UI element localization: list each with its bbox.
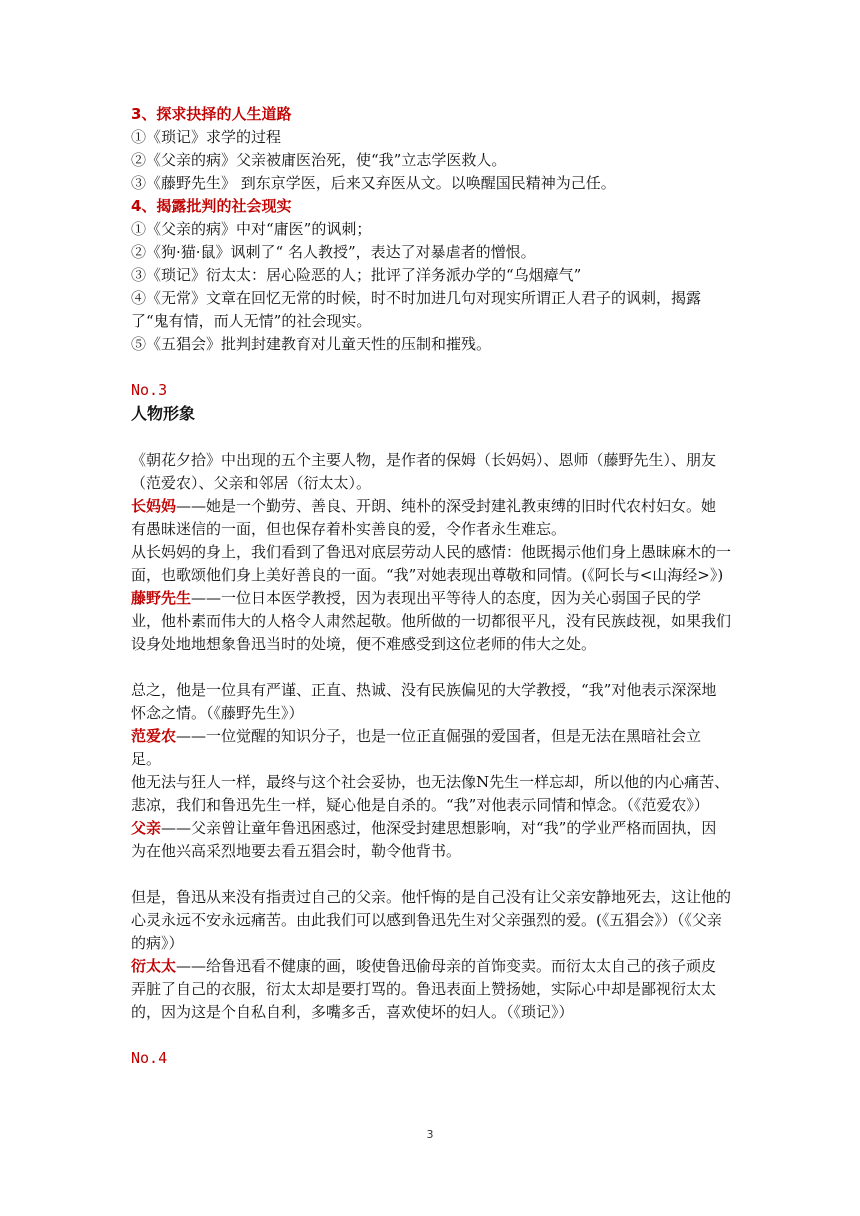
spacer — [131, 356, 731, 379]
character-fanainong — [131, 725, 731, 771]
character-description: ——她是一个勤劳、善良、开朗、纯朴的深受封建礼教束缚的旧时代农村妇女。她有愚昧迷信的一面，但也保存着朴实善良的爱，令作者永生难忘。 — [131, 497, 717, 538]
character-note: 但是，鲁迅从来没有指责过自己的父亲。他忏悔的是自己没有让父亲安静地死去，这让他的心灵永远不安永远痛苦。由此我们可以感到鲁迅先生对父亲强烈的爱。(《五猖会》）（《父亲的病》） — [131, 888, 732, 952]
section-title: 人物形象 — [131, 404, 196, 423]
list-item: ①《父亲的病》中对“庸医”的讽刺； — [131, 220, 372, 238]
list-item: ①《琐记》求学的过程 — [131, 128, 282, 146]
list-item: ③《琐记》衍太太：居心险恶的人；批评了洋务派办学的“乌烟瘴气” — [131, 266, 582, 284]
section-heading-3: 3、探求抉择的人生道路 — [131, 105, 292, 123]
character-description: ——一位觉醒的知识分子，也是一位正直倔强的爱国者，但是无法在黑暗社会立足。 — [131, 727, 702, 768]
character-note: 从长妈妈的身上，我们看到了鲁迅对底层劳动人民的感情：他既揭示他们身上愚昧麻木的一面，也歌颂他们身上美好善良的一面。“我”对她表现出尊敬和同情。(《阿长与<山海经>》) — [131, 543, 732, 584]
character-note: 总之，他是一位具有严谨、正直、热诚、没有民族偏见的大学教授，“我”对他表示深深地怀念之情。（《藤野先生》） — [131, 681, 717, 722]
section-number-3: No.3 — [131, 381, 168, 399]
character-name: 父亲 — [131, 819, 162, 837]
list-item: ②《父亲的病》父亲被庸医治死，使“我”立志学医救人。 — [131, 151, 507, 169]
character-yantaitai — [131, 955, 731, 1024]
character-father — [131, 817, 731, 863]
list-item: ③《藤野先生》 到东京学医，后来又弃医从文。以唤醒国民精神为己任。 — [131, 174, 616, 192]
intro-paragraph: 《朝花夕拾》中出现的五个主要人物，是作者的保姆（长妈妈）、恩师（藤野先生）、朋友（范爱农）、父亲和邻居（衍太太）。 — [131, 451, 717, 492]
character-description: ——给鲁迅看不健康的画，唆使鲁迅偷母亲的首饰变卖。而衍太太自己的孩子顽皮弄脏了自己的衣服，衍太太却是要打骂的。鲁迅表面上赞扬她，实际心中却是鄙视衍太太的，因为这是个自私自利，多嘴多舌，喜欢使坏的妇人。（《琐记》） — [131, 957, 717, 1021]
character-description: ——父亲曾让童年鲁迅困惑过，他深受封建思想影响，对“我”的学业严格而固执，因为在他兴高采烈地要去看五猖会时，勒令他背书。 — [131, 819, 717, 860]
list-item: ④《无常》文章在回忆无常的时候，时不时加进几句对现实所谓正人君子的讽刺，揭露了“鬼有情，而人无情”的社会现实。 — [131, 289, 702, 330]
section-heading-4: 4、揭露批判的社会现实 — [131, 197, 292, 215]
character-description: ——一位日本医学教授，因为表现出平等待人的态度，因为关心弱国子民的学业，他朴素而伟大的人格令人肃然起敬。他所做的一切都很平凡，没有民族歧视，如果我们设身处地地想象鲁迅当时的处境，便不难感受到这位老师的伟大之处。 — [131, 589, 732, 653]
spacer — [131, 426, 731, 449]
list-item: ⑤《五猖会》批判封建教育对儿童天性的压制和摧残。 — [131, 335, 492, 353]
character-note: 他无法与狂人一样，最终与这个社会妥协，也无法像N先生一样忘却，所以他的内心痛苦、悲凉，我们和鲁迅先生一样，疑心他是自杀的。“我”对他表示同情和悼念。（《范爱农》） — [131, 773, 730, 814]
character-name: 藤野先生 — [131, 589, 192, 607]
character-changmama — [131, 495, 731, 541]
spacer — [131, 863, 731, 886]
character-name: 范爱农 — [131, 727, 177, 745]
character-name: 衍太太 — [131, 957, 177, 975]
document-page — [131, 103, 731, 1070]
character-name: 长妈妈 — [131, 497, 177, 515]
page-number: 3 — [426, 1128, 434, 1141]
character-tengye — [131, 587, 731, 656]
spacer — [131, 1024, 731, 1047]
section-number-4: No.4 — [131, 1049, 168, 1067]
list-item: ②《狗·猫·鼠》讽刺了“ 名人教授”，表达了对暴虐者的憎恨。 — [131, 243, 536, 261]
spacer — [131, 656, 731, 679]
